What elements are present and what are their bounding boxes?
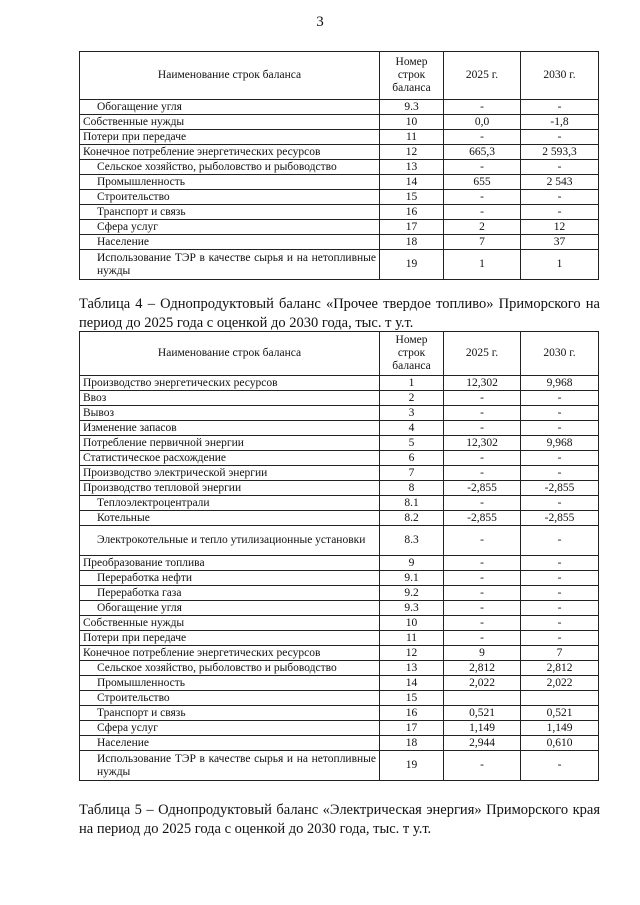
table-row [80, 466, 599, 481]
row-value-2025: - [444, 601, 521, 616]
page-number: 3 [316, 14, 324, 30]
table-4-caption: Таблица 4 – Однопродуктовый баланс «Прочее твердое топливо» Приморского на период до 2025 года с оценкой до 2030 года, тыс. т у.т. [79, 296, 600, 331]
row-value-2025: - [444, 421, 521, 436]
row-number: 14 [380, 175, 444, 190]
row-value-2030: 9,968 [521, 436, 599, 451]
row-value-2025: - [444, 526, 521, 556]
row-name: Собственные нужды [80, 616, 380, 631]
row-number: 11 [380, 130, 444, 145]
row-value-2025: 665,3 [444, 145, 521, 160]
table-row [80, 586, 599, 601]
row-number: 8 [380, 481, 444, 496]
header-2025: 2025 г. [444, 52, 521, 100]
row-value-2025: 7 [444, 235, 521, 250]
row-name: Транспорт и связь [80, 205, 380, 220]
row-name: Использование ТЭР в качестве сырья и на нетопливные нужды [80, 250, 380, 280]
table-row [80, 376, 599, 391]
table-row [80, 481, 599, 496]
row-value-2030: - [521, 526, 599, 556]
row-value-2030 [521, 691, 599, 706]
row-name: Транспорт и связь [80, 706, 380, 721]
row-number: 9 [380, 556, 444, 571]
row-number: 6 [380, 451, 444, 466]
row-name: Переработка газа [80, 586, 380, 601]
row-value-2025: - [444, 631, 521, 646]
table-row [80, 451, 599, 466]
row-name: Ввоз [80, 391, 380, 406]
table-row [80, 130, 599, 145]
row-value-2025: - [444, 205, 521, 220]
row-value-2030: 2,812 [521, 661, 599, 676]
row-number: 17 [380, 220, 444, 235]
row-value-2025: 1,149 [444, 721, 521, 736]
row-name: Население [80, 736, 380, 751]
table-row [80, 721, 599, 736]
row-value-2025: -2,855 [444, 511, 521, 526]
row-number: 5 [380, 436, 444, 451]
table-row [80, 220, 599, 235]
row-name: Обогащение угля [80, 100, 380, 115]
row-name: Потребление первичной энергии [80, 436, 380, 451]
row-value-2030: 37 [521, 235, 599, 250]
row-value-2025: - [444, 100, 521, 115]
row-name: Потери при передаче [80, 130, 380, 145]
row-value-2030: - [521, 616, 599, 631]
row-value-2030: 1 [521, 250, 599, 280]
row-value-2025: - [444, 406, 521, 421]
row-value-2025: - [444, 391, 521, 406]
row-value-2025: - [444, 130, 521, 145]
row-value-2025: 2,022 [444, 676, 521, 691]
table-5-caption: Таблица 5 – Однопродуктовый баланс «Электрическая энергия» Приморского края на период до 2025 года с оценкой до 2030 года, тыс. т у.т. [79, 802, 600, 837]
row-value-2025: 2,812 [444, 661, 521, 676]
table-row [80, 526, 599, 556]
row-name: Статистическое расхождение [80, 451, 380, 466]
row-name: Строительство [80, 190, 380, 205]
row-value-2025: - [444, 496, 521, 511]
row-name: Производство тепловой энергии [80, 481, 380, 496]
row-value-2025: - [444, 571, 521, 586]
row-name: Переработка нефти [80, 571, 380, 586]
row-value-2030: 0,610 [521, 736, 599, 751]
header-number: Номер строк баланса [380, 332, 444, 376]
row-number: 19 [380, 250, 444, 280]
table-row [80, 436, 599, 451]
row-name: Вывоз [80, 406, 380, 421]
row-name: Сфера услуг [80, 721, 380, 736]
row-value-2030: -2,855 [521, 511, 599, 526]
row-value-2030: - [521, 601, 599, 616]
row-number: 9.2 [380, 586, 444, 601]
row-value-2025: - [444, 751, 521, 781]
row-value-2030: - [521, 556, 599, 571]
row-value-2025: - [444, 451, 521, 466]
row-value-2030: 9,968 [521, 376, 599, 391]
row-name: Строительство [80, 691, 380, 706]
row-value-2025: 12,302 [444, 376, 521, 391]
header-name: Наименование строк баланса [80, 332, 380, 376]
row-number: 3 [380, 406, 444, 421]
table-row [80, 160, 599, 175]
row-value-2030: - [521, 466, 599, 481]
table-row [80, 676, 599, 691]
row-number: 11 [380, 631, 444, 646]
row-name: Сфера услуг [80, 220, 380, 235]
table-row [80, 115, 599, 130]
row-name: Конечное потребление энергетических ресурсов [80, 646, 380, 661]
row-value-2025 [444, 691, 521, 706]
table-row [80, 571, 599, 586]
header-name: Наименование строк баланса [80, 52, 380, 100]
row-number: 9.1 [380, 571, 444, 586]
row-number: 13 [380, 160, 444, 175]
row-value-2025: 0,521 [444, 706, 521, 721]
row-value-2030: 7 [521, 646, 599, 661]
row-value-2025: 9 [444, 646, 521, 661]
row-value-2030: 0,521 [521, 706, 599, 721]
row-number: 13 [380, 661, 444, 676]
row-number: 14 [380, 676, 444, 691]
row-number: 12 [380, 646, 444, 661]
table-row [80, 511, 599, 526]
table-row [80, 616, 599, 631]
table-row [80, 100, 599, 115]
row-name: Сельское хозяйство, рыболовство и рыбоводство [80, 160, 380, 175]
row-name: Конечное потребление энергетических ресурсов [80, 145, 380, 160]
table-row [80, 235, 599, 250]
row-number: 4 [380, 421, 444, 436]
row-name: Электрокотельные и тепло утилизационные установки [80, 526, 380, 556]
row-number: 15 [380, 691, 444, 706]
row-number: 16 [380, 205, 444, 220]
row-value-2030: - [521, 406, 599, 421]
table-row [80, 706, 599, 721]
row-value-2025: 0,0 [444, 115, 521, 130]
table-row [80, 736, 599, 751]
table-3-continued [79, 51, 599, 280]
row-number: 8.3 [380, 526, 444, 556]
row-value-2025: 2 [444, 220, 521, 235]
row-number: 16 [380, 706, 444, 721]
row-value-2030: 1,149 [521, 721, 599, 736]
row-value-2025: -2,855 [444, 481, 521, 496]
row-number: 8.2 [380, 511, 444, 526]
row-name: Сельское хозяйство, рыболовство и рыбоводство [80, 661, 380, 676]
table-row [80, 205, 599, 220]
row-value-2030: 2 543 [521, 175, 599, 190]
table-row [80, 556, 599, 571]
table-row [80, 190, 599, 205]
header-2030: 2030 г. [521, 332, 599, 376]
table-row [80, 601, 599, 616]
row-number: 9.3 [380, 601, 444, 616]
row-name: Собственные нужды [80, 115, 380, 130]
row-value-2030: 12 [521, 220, 599, 235]
table-row [80, 691, 599, 706]
row-value-2030: - [521, 571, 599, 586]
row-number: 2 [380, 391, 444, 406]
row-number: 17 [380, 721, 444, 736]
row-value-2025: - [444, 466, 521, 481]
table-row [80, 391, 599, 406]
table-row [80, 175, 599, 190]
row-value-2030: -1,8 [521, 115, 599, 130]
row-name: Использование ТЭР в качестве сырья и на нетопливные нужды [80, 751, 380, 781]
row-number: 10 [380, 115, 444, 130]
row-number: 15 [380, 190, 444, 205]
table-row [80, 631, 599, 646]
header-2025: 2025 г. [444, 332, 521, 376]
row-value-2025: - [444, 586, 521, 601]
table-row [80, 646, 599, 661]
row-number: 9.3 [380, 100, 444, 115]
row-name: Население [80, 235, 380, 250]
row-name: Теплоэлектроцентрали [80, 496, 380, 511]
row-name: Потери при передаче [80, 631, 380, 646]
row-name: Промышленность [80, 175, 380, 190]
row-value-2030: - [521, 190, 599, 205]
row-value-2025: - [444, 190, 521, 205]
row-value-2030: - [521, 160, 599, 175]
table-row [80, 661, 599, 676]
row-value-2025: - [444, 556, 521, 571]
row-number: 8.1 [380, 496, 444, 511]
row-number: 12 [380, 145, 444, 160]
table-row [80, 406, 599, 421]
row-value-2030: - [521, 100, 599, 115]
row-value-2025: 1 [444, 250, 521, 280]
row-number: 10 [380, 616, 444, 631]
row-number: 19 [380, 751, 444, 781]
row-name: Обогащение угля [80, 601, 380, 616]
table-row [80, 496, 599, 511]
table-row [80, 250, 599, 280]
row-value-2030: 2,022 [521, 676, 599, 691]
table-row [80, 421, 599, 436]
table-row [80, 751, 599, 781]
row-number: 18 [380, 736, 444, 751]
row-value-2030: - [521, 130, 599, 145]
row-value-2025: 2,944 [444, 736, 521, 751]
row-value-2025: - [444, 616, 521, 631]
row-number: 1 [380, 376, 444, 391]
row-name: Изменение запасов [80, 421, 380, 436]
row-value-2025: 655 [444, 175, 521, 190]
row-name: Производство электрической энергии [80, 466, 380, 481]
table-4 [79, 331, 599, 781]
row-value-2030: - [521, 391, 599, 406]
row-value-2030: -2,855 [521, 481, 599, 496]
row-value-2030: - [521, 421, 599, 436]
row-value-2025: 12,302 [444, 436, 521, 451]
row-value-2030: - [521, 631, 599, 646]
table-row [80, 145, 599, 160]
row-name: Промышленность [80, 676, 380, 691]
row-value-2030: - [521, 205, 599, 220]
row-number: 18 [380, 235, 444, 250]
row-name: Преобразование топлива [80, 556, 380, 571]
row-name: Котельные [80, 511, 380, 526]
row-value-2030: - [521, 451, 599, 466]
row-value-2030: - [521, 751, 599, 781]
header-number: Номер строк баланса [380, 52, 444, 100]
row-value-2025: - [444, 160, 521, 175]
row-value-2030: - [521, 496, 599, 511]
row-name: Производство энергетических ресурсов [80, 376, 380, 391]
row-value-2030: 2 593,3 [521, 145, 599, 160]
row-value-2030: - [521, 586, 599, 601]
row-number: 7 [380, 466, 444, 481]
header-2030: 2030 г. [521, 52, 599, 100]
